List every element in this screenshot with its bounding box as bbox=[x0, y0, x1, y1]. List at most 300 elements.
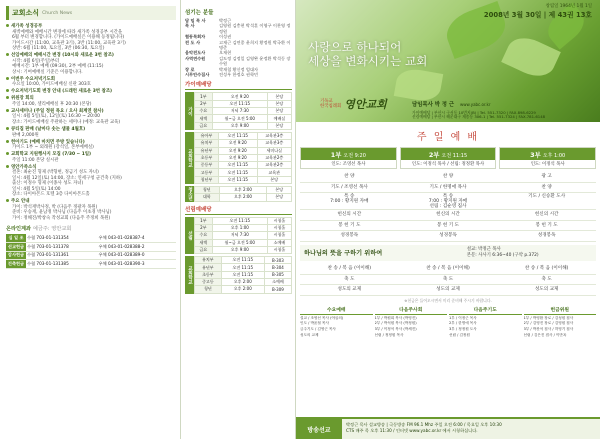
bottom-box-line: 3부 / 박찬석 집사 / 허영기 집사 bbox=[523, 326, 574, 331]
bullet-icon bbox=[6, 199, 9, 202]
order-line: 축 도 bbox=[344, 276, 355, 282]
schedule-row bbox=[195, 132, 292, 139]
schedule-cell: 소예배 bbox=[267, 239, 291, 246]
second-schedules bbox=[185, 217, 292, 294]
account-row bbox=[6, 234, 176, 242]
order-cell bbox=[399, 183, 498, 193]
schedule-row bbox=[195, 217, 292, 224]
order-row bbox=[300, 210, 596, 221]
bullet-icon bbox=[6, 165, 9, 168]
group-names: 전성우 한정호 권학민 bbox=[219, 72, 259, 78]
schedule-cell: 월~금 오전 5:00 bbox=[212, 239, 267, 246]
cell-title: 가이예배당 bbox=[185, 80, 292, 90]
news-item-head: 헌아기도 (예배 마치면 주방 있습니다) bbox=[11, 139, 85, 145]
pastor-name bbox=[412, 100, 491, 108]
slogan-line-2: 세상을 변화시키는 교회 bbox=[308, 54, 428, 68]
schedule-cell: 세미나실 bbox=[257, 147, 291, 154]
schedule-cell: B-303 bbox=[264, 257, 291, 264]
schedule-row bbox=[195, 169, 292, 176]
account-bank: 수협 703-01-131354 bbox=[26, 234, 98, 242]
sermon-scripture: 본문: 사사기 6:36~40 (구약 p.372) bbox=[466, 252, 539, 258]
order-of-service-2 bbox=[300, 264, 596, 296]
logo-name: 영안교회 bbox=[344, 98, 387, 111]
news-item-line: 상시: 기여예배실 기준은 이용합니다. bbox=[12, 69, 83, 75]
news-item bbox=[6, 127, 176, 138]
schedule-cell: 청년부 bbox=[195, 176, 219, 183]
account-subtitle: 예금주: 영안교회 bbox=[32, 226, 72, 233]
account-type: 감사헌금 bbox=[6, 251, 26, 260]
schedule-cell: B-305 bbox=[264, 271, 291, 278]
order-cell bbox=[399, 193, 498, 209]
meal-line: 준비: 우승재, 윤남정 박사님 (다음주 이초경 박사님) bbox=[12, 210, 112, 216]
order-line: 성경봉독 bbox=[537, 233, 556, 239]
schedule-row bbox=[195, 279, 292, 286]
news-item-line: 출산: 이정수 형제 (이종사 성도 자녀) bbox=[12, 181, 84, 187]
sermon-preacher: 설교: 박정근 목사 bbox=[466, 246, 501, 252]
schedule-row bbox=[195, 264, 292, 271]
schedule-row bbox=[195, 115, 292, 122]
offering-note: ※헌금은 들어오시면서 미리 준비해 주시기 바랍니다. bbox=[404, 297, 492, 303]
news-item-head: 선임예배의 예배시간 변경 (10시와 새로운 3번 참조) bbox=[11, 53, 114, 59]
schedule-cell: 오전 9:20 bbox=[212, 93, 267, 100]
order-row bbox=[300, 183, 596, 194]
news-item bbox=[6, 24, 176, 52]
bottom-box-line: 1부 / 박원희 목사 (박영진) bbox=[374, 315, 417, 320]
schedule-cell: 시청홀 bbox=[267, 217, 291, 224]
order-line: 헌신의 시간 bbox=[534, 212, 559, 218]
order-line: 봉 헌 기 도 bbox=[436, 222, 460, 228]
bottom-box-line: 성도의 교제 bbox=[300, 332, 319, 337]
schedule-cell: 청년 bbox=[195, 187, 220, 194]
church-url[interactable]: www.yabc.or.kr bbox=[459, 102, 491, 107]
news-item bbox=[6, 165, 176, 198]
schedule-table bbox=[194, 132, 292, 184]
news-item-line: 주일 11:00 본당 실시관 bbox=[12, 157, 59, 163]
cover-column bbox=[296, 0, 600, 439]
order-line: 성도의 교제 bbox=[337, 287, 362, 293]
order-cell bbox=[300, 183, 399, 193]
issue-date bbox=[484, 3, 592, 19]
news-item-line: 가이드시간 (11:00, 교육관 3기), 3반 (11:00, 교육관 3기) bbox=[12, 40, 126, 46]
schedule-cell: 교육관2층 bbox=[257, 162, 291, 169]
schedule-cell: 오전 11:15 bbox=[221, 271, 264, 278]
order-row bbox=[300, 193, 596, 210]
service-number: 2부 bbox=[428, 150, 440, 159]
schedule-cell: 오전 11:15 bbox=[218, 162, 257, 169]
broadcast-tag: 방송선교 bbox=[296, 419, 342, 439]
service-hour: 오후 1:00 bbox=[542, 152, 566, 159]
bottom-box-line: 3부 / 이정석 목사 (박세진) bbox=[374, 326, 417, 331]
news-item bbox=[6, 140, 176, 151]
service-number: 3부 bbox=[530, 150, 541, 159]
schedule-cell: 오전 11:15 bbox=[218, 169, 257, 176]
news-item-head: 큐티집 판매 (날마다 솟는 샘물 4월호) bbox=[11, 127, 86, 133]
order-line: 찬 송 / 복 음 (이이해) bbox=[426, 265, 470, 271]
group-names: 김도정 김정일 김영완 윤정환 박석동 장수원 bbox=[219, 55, 291, 67]
schedule-row bbox=[195, 147, 292, 154]
order-line: 축 도 bbox=[442, 276, 454, 282]
order-cell bbox=[399, 210, 498, 220]
schedule-cell: 소예배 bbox=[264, 279, 291, 286]
order-cell bbox=[399, 221, 498, 231]
news-item-head: 위원장 회의 bbox=[11, 96, 34, 102]
schedule-row bbox=[195, 140, 292, 147]
news-item-line: 주일 14:00, 셀리예배실 후 20:30 (본당) bbox=[12, 101, 92, 107]
schedule-cell: 초등부 bbox=[195, 154, 219, 161]
account-bank: 수협 703-01-131385 bbox=[26, 260, 98, 269]
service-hour: 오전 9:20 bbox=[343, 152, 366, 159]
bullet-icon bbox=[6, 152, 9, 155]
account-table bbox=[6, 234, 176, 268]
schedule-cell: 본당 bbox=[267, 100, 291, 107]
bullet-icon bbox=[6, 140, 9, 143]
sermon-ref bbox=[467, 247, 592, 259]
schedule-cell: 저녁 7:30 bbox=[212, 108, 267, 115]
schedule-cell: 1부 bbox=[195, 93, 213, 100]
account-type: 십 일 조 bbox=[6, 234, 26, 242]
order-line: 찬 양 bbox=[344, 174, 355, 179]
news-item bbox=[6, 53, 176, 75]
account-number: 우체 043-01-028387-4 bbox=[98, 234, 176, 242]
schedule-cell: 수요 bbox=[195, 232, 213, 239]
bottom-box-title: 다음주사회 bbox=[375, 306, 448, 315]
service-leader: 인도: 이정석 목사 / 선림: 정정환 목사 bbox=[411, 162, 485, 167]
schedule-cell: 초등부 bbox=[195, 271, 222, 278]
order-row bbox=[300, 285, 596, 296]
order-line: 찬 양 bbox=[541, 184, 552, 190]
order-cell bbox=[497, 210, 596, 220]
schedule-cell: 2부 bbox=[195, 100, 213, 107]
group-row bbox=[185, 56, 292, 67]
order-line: 광 고 bbox=[541, 174, 552, 179]
account-type: 건축헌금 bbox=[6, 260, 26, 269]
schedule-row bbox=[195, 154, 292, 161]
order-line: 봉 헌 기 도 bbox=[338, 222, 361, 228]
order-line: 헌신의 시간 bbox=[337, 212, 362, 218]
news-item-head: 새가족 성경공부 bbox=[11, 24, 43, 29]
group-role: 장 로 bbox=[185, 66, 195, 72]
service-box bbox=[499, 147, 596, 169]
schedule-cell: 오후 9:00 bbox=[212, 122, 267, 129]
schedule-cell: 오전 9:20 bbox=[218, 154, 257, 161]
order-cell bbox=[300, 210, 399, 220]
account-title bbox=[6, 225, 176, 232]
service-number: 1부 bbox=[330, 150, 342, 159]
schedule-cell: 시청홀 bbox=[267, 232, 291, 239]
order-cell bbox=[300, 231, 399, 241]
bottom-box-title: 수요예배 bbox=[300, 306, 373, 315]
schedule-row bbox=[195, 224, 292, 231]
schedule-cell: 1부 bbox=[195, 217, 213, 224]
group-names: 고재근 김연종 윤희지 황정원 박국환 이명준 bbox=[219, 39, 291, 51]
schedule-row bbox=[195, 187, 292, 194]
groups-list bbox=[185, 18, 292, 77]
broadcast-text bbox=[342, 419, 600, 439]
news-item bbox=[6, 96, 176, 107]
schedule-cell: 중고등 bbox=[195, 279, 222, 286]
order-cell bbox=[399, 231, 498, 241]
bottom-box-line: 선림 / 김정원 bbox=[449, 332, 470, 337]
sermon-box bbox=[300, 245, 596, 261]
schedule-block bbox=[185, 186, 292, 202]
bottom-box bbox=[300, 306, 373, 338]
church-logo bbox=[320, 96, 387, 112]
slogan-line-1: 사랑으로 하나되어 bbox=[308, 40, 402, 54]
schedule-cell: 새벽 bbox=[195, 115, 213, 122]
news-item-line: 장소: 가이드예배실 주관하는 세미나 (예정: 교육관 교육) bbox=[12, 119, 121, 125]
news-item-line: 6월 부터 변경합니다. (가이드예배실은 이용해 등정됩니다) bbox=[12, 35, 125, 40]
meal-notice bbox=[6, 199, 176, 221]
group-role: 목 사 bbox=[185, 23, 195, 29]
schedule-row bbox=[195, 232, 292, 239]
schedule-cell: 오전 11:15 bbox=[212, 100, 267, 107]
order-cell bbox=[300, 193, 399, 209]
service-boxes bbox=[300, 147, 596, 169]
group-role: 음악전도사 bbox=[185, 50, 206, 56]
schedule-cell: 금요 bbox=[195, 122, 213, 129]
bottom-box-line: 2부 / 김영진 장로 / 김영원 집사 bbox=[523, 321, 574, 326]
bulletin-date: 2008년 3월 30일 | 제 43권 13호 bbox=[483, 11, 592, 19]
schedule-cell: 유치부 bbox=[195, 257, 222, 264]
news-item-head: 수요저녁기도회 변경 안내 (드래런 새로운 3번 참조) bbox=[11, 89, 113, 95]
broadcast-line-2: CTS 매주 목 오후 11:30 / 인터넷 www.yabc.or.kr 에서 시청하십니다. bbox=[346, 427, 478, 433]
order-cell bbox=[300, 264, 399, 274]
schedule-cell: 본당 bbox=[267, 93, 291, 100]
account-number: 우체 043-01-028388-2 bbox=[98, 243, 176, 252]
news-item-line: 수요일 10:00, 가이드예배실 신관 303호 bbox=[12, 82, 91, 88]
order-cell bbox=[399, 285, 498, 295]
order-row bbox=[300, 221, 596, 232]
account-bank: 수협 703-01-131378 bbox=[26, 243, 98, 252]
account-type: 선교헌금 bbox=[6, 243, 26, 252]
order-line: 축 도 bbox=[541, 276, 552, 282]
news-subtitle: Church News bbox=[42, 10, 73, 16]
order-row bbox=[300, 264, 596, 275]
order-row bbox=[300, 275, 596, 286]
schedule-cell: 예배실 bbox=[267, 115, 291, 122]
account-number: 우체 043-01-028389-0 bbox=[98, 251, 176, 260]
service-hour: 오전 11:15 bbox=[441, 152, 468, 159]
schedule-cell: 유아부 bbox=[195, 132, 219, 139]
schedule-cell: B-304 bbox=[264, 264, 291, 271]
schedule-cell: 오후 9:00 bbox=[212, 246, 267, 253]
service-time bbox=[301, 148, 396, 160]
order-line: 성경봉독 bbox=[340, 233, 359, 239]
news-item-head: 교회학교 지원행사지 모집 (7/30 ~ 1일) bbox=[11, 152, 92, 158]
address-2: 선림예배당 | 부산시 해운대구 재송동 306-1 | Tel. 551-7324 | FAX.781-6148 bbox=[412, 114, 546, 120]
order-cell bbox=[497, 183, 596, 193]
group-role: 시무안수집사 bbox=[185, 72, 210, 78]
news-item-line: 가이드 1부 ~ 외래원 (강석일, 본부예배실) bbox=[12, 145, 94, 151]
news-column bbox=[0, 0, 181, 439]
service-time bbox=[500, 148, 595, 160]
schedule-cell: 교육관3층 bbox=[257, 140, 291, 147]
group-role: 사역연수원 bbox=[185, 55, 206, 61]
news-item bbox=[6, 152, 176, 163]
schedule-table bbox=[194, 217, 292, 254]
schedule-side-label: 청소년 bbox=[185, 186, 194, 202]
schedule-cell: 오전 9:20 bbox=[218, 140, 257, 147]
news-item-head: 교사세미나 (주일 정원 목요 / 오사 최계연 참사) bbox=[11, 108, 104, 114]
group-names: 박재철 황신정 엄대자 bbox=[219, 66, 259, 72]
schedule-block bbox=[185, 217, 292, 254]
order-line: 7:00 : 황지원 자매 bbox=[330, 198, 369, 204]
bullet-icon bbox=[6, 53, 9, 56]
news-title: 교회소식 bbox=[12, 9, 40, 17]
schedule-cell: 교육관2층 bbox=[257, 154, 291, 161]
meal-lines bbox=[6, 205, 176, 222]
schedule-cell: 수요 bbox=[195, 108, 213, 115]
order-line: 특 송 bbox=[442, 193, 454, 199]
second-title: 선림예배당 bbox=[185, 205, 292, 215]
schedule-cell: 오후 1:00 bbox=[212, 224, 267, 231]
account-row bbox=[6, 243, 176, 252]
order-line: 헌신의 시간 bbox=[436, 212, 460, 218]
order-line: 성도의 교제 bbox=[534, 287, 559, 293]
schedule-row bbox=[195, 162, 292, 169]
account-row bbox=[6, 260, 176, 269]
news-item bbox=[6, 109, 176, 126]
order-row bbox=[300, 231, 596, 242]
meal-line: 가이: 박석재박사정, 박 (다음주 정광자 목원) bbox=[12, 204, 98, 210]
service-time bbox=[401, 148, 496, 160]
order-line: 성도의 교제 bbox=[436, 287, 460, 293]
news-item-line: 판매 2,000원 bbox=[12, 132, 39, 138]
schedule-cell: 금요 bbox=[195, 246, 213, 253]
schedule-row bbox=[195, 100, 292, 107]
news-item bbox=[6, 77, 176, 88]
order-cell bbox=[399, 275, 498, 285]
church-slogan bbox=[308, 40, 427, 68]
service-leader: 인도: 이정석 목사 bbox=[530, 162, 565, 167]
bullet-icon bbox=[6, 89, 9, 92]
account-number: 우체 043-01-028390-3 bbox=[98, 260, 176, 269]
news-header bbox=[6, 6, 176, 20]
order-line: 7:00 : 황지원 자매 bbox=[428, 198, 468, 204]
schedule-table bbox=[194, 92, 292, 129]
schedule-cell: 유년부 bbox=[195, 264, 222, 271]
service-box bbox=[300, 147, 397, 169]
news-item bbox=[6, 89, 176, 95]
group-role: 담 임 목 사 bbox=[185, 18, 206, 23]
schedule-cell: 새벽 bbox=[195, 239, 213, 246]
news-item-line: 일시: 4월 5일(토) 14:00 bbox=[12, 186, 61, 192]
news-item-line: 상반: 6월 (11:00, 토요일, 3반 (06:30, 토요일) bbox=[12, 46, 105, 51]
bottom-box bbox=[375, 306, 448, 338]
schedule-cell: 오전 11:15 bbox=[218, 132, 257, 139]
schedule-row bbox=[195, 239, 292, 246]
bottom-box-line: 2부 / 한명애 목사 bbox=[449, 321, 477, 326]
news-item-line: 예배시간: 1부 예배 (09:30), 2부 예배 (11:15) bbox=[12, 64, 104, 70]
bullet-icon bbox=[6, 96, 9, 99]
bottom-box-line: 선림 / 김은진 집사 / 이만옥 bbox=[523, 332, 567, 337]
account-bank: 수협 703-01-131361 bbox=[26, 251, 98, 260]
bullet-icon bbox=[6, 24, 9, 27]
logo-small-1: 기독교 bbox=[320, 99, 333, 104]
broadcast-line-1: 박정근 목사 설교방송 | 극동방송 FM 96.1 Mhz 주일 오전 6:00 / 목요일 오후 10:30 bbox=[346, 422, 502, 427]
schedule-row bbox=[195, 122, 292, 129]
schedule-cell: 오전 11:15 bbox=[221, 264, 264, 271]
schedule-side-label: 선림 bbox=[185, 217, 194, 254]
bottom-box-title: 다음주기도 bbox=[449, 306, 522, 315]
schedule-cell: 오전 11:15 bbox=[218, 176, 257, 183]
schedule-cell: 고등부 bbox=[195, 169, 219, 176]
schedule-row bbox=[195, 246, 292, 253]
order-cell bbox=[300, 172, 399, 182]
group-role: 협동목회자 bbox=[185, 34, 206, 40]
logo-small bbox=[320, 99, 341, 109]
schedule-cell: 저녁 7:30 bbox=[212, 232, 267, 239]
sermon-title: 하나님의 뜻을 구하기 위하여 bbox=[304, 250, 383, 258]
logo-small-2: 한국침례회 bbox=[320, 104, 342, 109]
bottom-box-line: 1부 / 이정근 목사 bbox=[449, 315, 477, 320]
pastor-text: 담임목사 박 정 근 bbox=[412, 102, 455, 108]
order-cell bbox=[497, 231, 596, 241]
news-list bbox=[6, 24, 176, 198]
order-line: 성경봉독 bbox=[439, 233, 457, 239]
schedule-cell: 본당 bbox=[267, 122, 291, 129]
bottom-box bbox=[524, 306, 597, 338]
schedule-cell: 교육관3층 bbox=[257, 132, 291, 139]
order-cell bbox=[300, 285, 399, 295]
bottom-box-line: 선림 / 정정원 목사 bbox=[374, 332, 404, 337]
schedule-cell: 시청홀 bbox=[267, 224, 291, 231]
schedule-cell: 유치부 bbox=[195, 140, 219, 147]
news-item-line: 일시: 4월 12일(토) 14:00, 장소: 연세구청 군건축 (지하) bbox=[12, 175, 122, 181]
bullet-icon bbox=[6, 109, 9, 112]
meal-line: 가이: 정해진/박창숙 작성교회 (다음주 주정희 목원) bbox=[12, 215, 111, 221]
order-cell bbox=[497, 275, 596, 285]
schedule-cell: 오후 2:00 bbox=[221, 279, 264, 286]
bottom-schedules bbox=[300, 306, 596, 338]
news-item-line: 시작: 4월 6일(주일)부터 bbox=[12, 58, 60, 64]
schedule-row bbox=[195, 176, 292, 183]
schedule-block bbox=[185, 132, 292, 184]
schedule-row bbox=[195, 194, 292, 201]
group-row bbox=[185, 40, 292, 51]
schedule-row bbox=[195, 93, 292, 100]
order-line: 찬 송 / 복 음 (이이해) bbox=[327, 265, 372, 271]
order-line: 찬 양 bbox=[442, 174, 454, 179]
bullet-icon bbox=[6, 77, 9, 80]
schedule-row bbox=[195, 257, 292, 264]
bottom-box bbox=[449, 306, 522, 338]
schedule-cell: 오후 2:00 bbox=[219, 187, 267, 194]
news-item-line: 일시: 4월 5일(토), 12일(토) 16:30 ~ 20:00 bbox=[12, 114, 100, 120]
schedule-cell: 본당 bbox=[267, 108, 291, 115]
schedule-cell: 2부 bbox=[195, 224, 213, 231]
schedule-cell: 오전 11:15 bbox=[221, 257, 264, 264]
order-cell bbox=[399, 172, 498, 182]
groups-column bbox=[181, 0, 296, 439]
bottom-box-line: 인도 / 박윤철 목사 bbox=[300, 321, 329, 326]
cover-banner bbox=[296, 0, 600, 122]
group-names: 김영원 김충현 박석훈 이영구 이찬영 정정원 bbox=[219, 23, 291, 34]
order-cell bbox=[497, 193, 596, 209]
schedule-side-label: 가이 bbox=[185, 92, 194, 129]
order-line: 선림 : 김순영 집사 bbox=[429, 203, 467, 209]
schedule-row bbox=[195, 286, 292, 293]
bottom-box-line: 금주기도 / 김영근 목사 bbox=[300, 326, 336, 331]
service-box bbox=[400, 147, 497, 169]
schedule-cell: 유년부 bbox=[195, 147, 219, 154]
schedule-cell: 교육관 bbox=[257, 169, 291, 176]
news-item-head: 이번주 수요저녁기도회 bbox=[11, 76, 55, 82]
order-of-service bbox=[300, 172, 596, 242]
schedule-cell: 월~금 오전 5:00 bbox=[212, 115, 267, 122]
schedule-row bbox=[195, 108, 292, 115]
order-cell bbox=[300, 221, 399, 231]
